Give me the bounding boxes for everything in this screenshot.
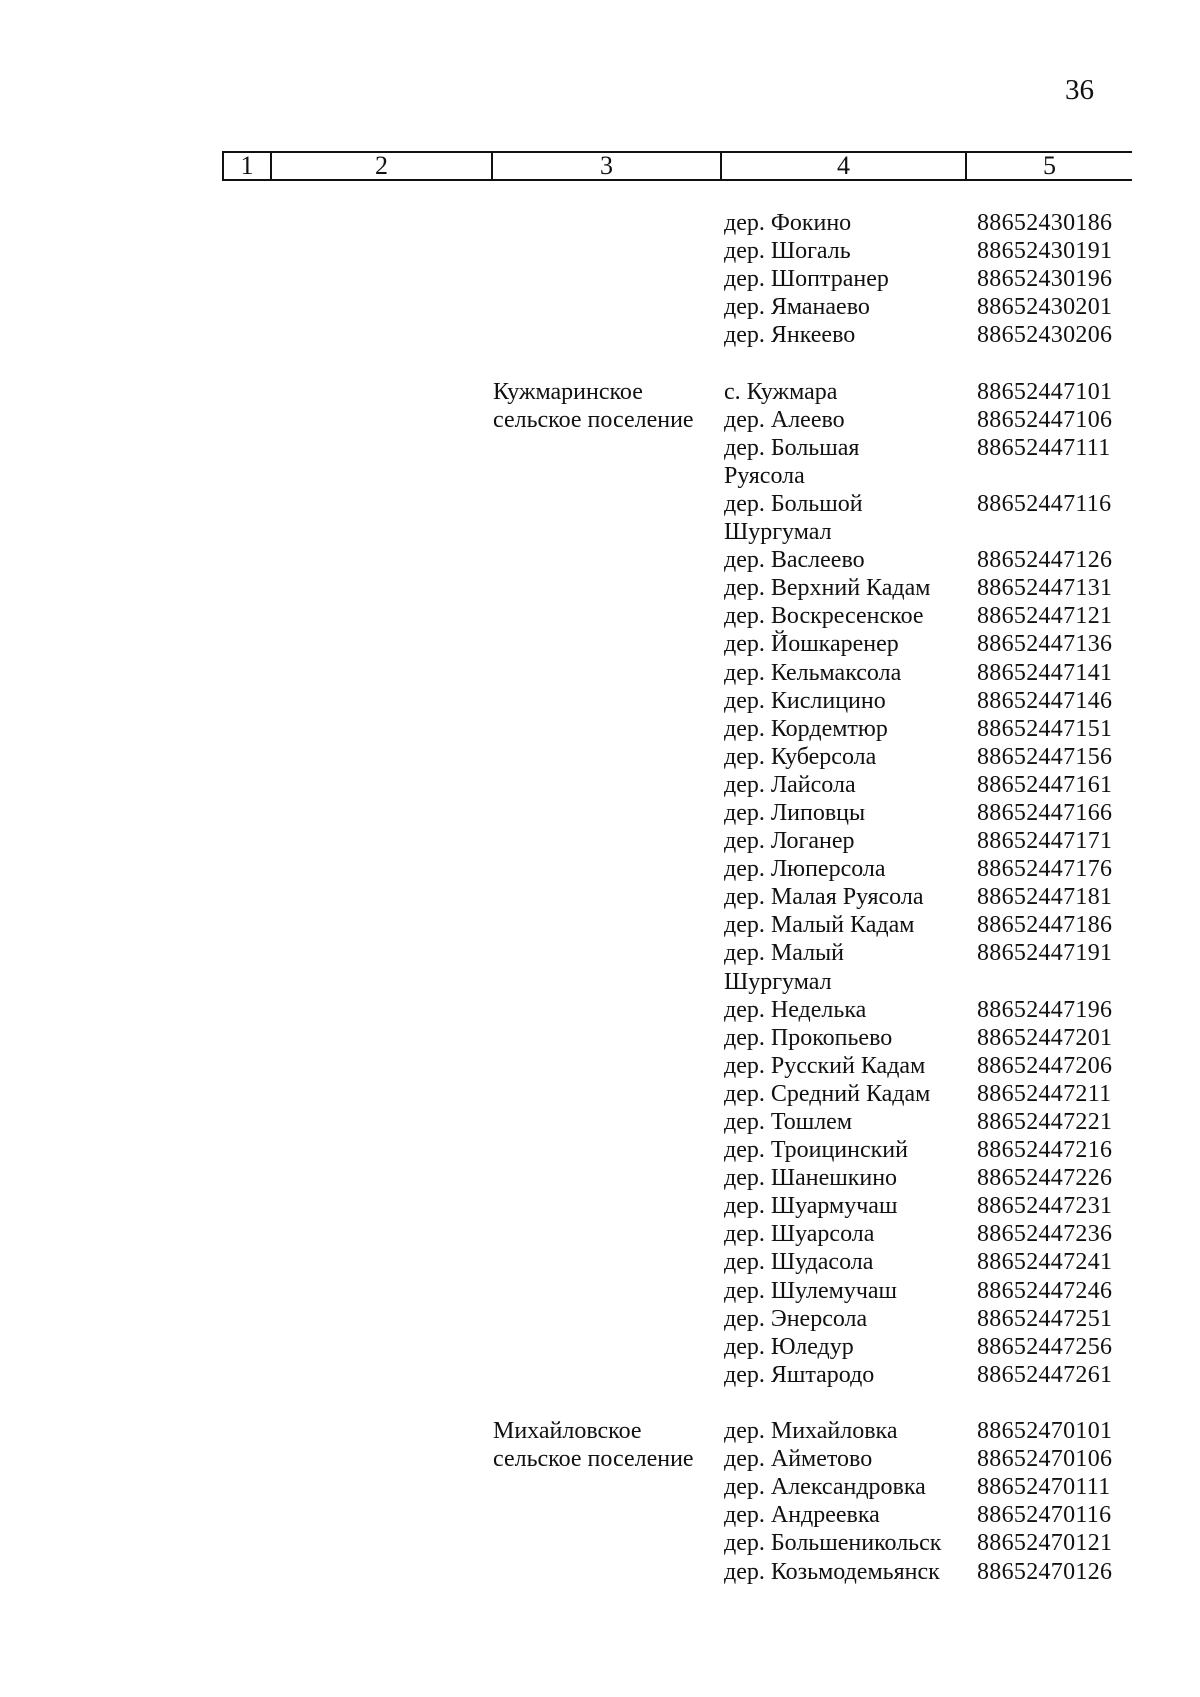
table-row [0, 799, 1200, 827]
table-row [0, 1389, 1200, 1417]
locality-cell: дер. Шоптранер [724, 266, 889, 293]
code-cell: 88652447226 [977, 1165, 1113, 1192]
locality-cell: дер. Липовцы [724, 799, 866, 826]
code-cell: 88652447231 [977, 1193, 1113, 1220]
locality-cell: дер. Яштародо [724, 1361, 875, 1388]
code-cell: 88652470126 [977, 1558, 1113, 1585]
code-cell: 88652447126 [977, 547, 1113, 574]
code-cell: 88652447136 [977, 631, 1113, 658]
table-row [0, 1164, 1200, 1192]
table-row [0, 883, 1200, 911]
table-row [0, 939, 1200, 967]
table-row [0, 1417, 1200, 1445]
table-row [0, 630, 1200, 658]
code-cell: 88652447241 [977, 1249, 1113, 1276]
table-row [0, 209, 1200, 237]
code-cell: 88652447106 [977, 406, 1113, 433]
code-cell: 88652447236 [977, 1221, 1113, 1248]
code-cell: 88652447121 [977, 603, 1113, 630]
locality-cell: дер. Куберсола [724, 743, 877, 770]
table-row [0, 1192, 1200, 1220]
column-header-2: 2 [270, 153, 491, 179]
locality-cell: Руясола [724, 462, 805, 489]
table-row [0, 1361, 1200, 1389]
code-cell: 88652447131 [977, 575, 1113, 602]
table-row [0, 996, 1200, 1024]
code-cell: 88652447116 [977, 490, 1112, 517]
table-row [0, 855, 1200, 883]
locality-cell: дер. Малая Руясола [724, 884, 924, 911]
table-row [0, 574, 1200, 602]
locality-cell: дер. Тошлем [724, 1109, 853, 1135]
settlement-cell: сельское поселение [493, 406, 694, 433]
table-row [0, 687, 1200, 715]
locality-cell: дер. Лайсола [724, 771, 856, 798]
table-row [0, 237, 1200, 265]
column-header-1: 1 [222, 153, 270, 179]
table-row [0, 827, 1200, 855]
locality-cell: дер. Большая [724, 434, 860, 461]
code-cell: 88652447156 [977, 743, 1113, 770]
locality-cell: дер. Троицинский [724, 1137, 908, 1164]
code-cell: 88652430201 [977, 294, 1113, 321]
code-cell: 88652447221 [977, 1109, 1113, 1135]
code-cell: 88652470116 [977, 1502, 1112, 1529]
locality-cell: с. Кужмара [724, 378, 838, 405]
locality-cell: дер. Шудасола [724, 1249, 874, 1276]
table-row [0, 1558, 1200, 1586]
table-body [0, 209, 1200, 1586]
code-cell: 88652447161 [977, 771, 1113, 798]
locality-cell: дер. Васлеево [724, 547, 865, 574]
code-cell: 88652447246 [977, 1277, 1113, 1304]
locality-cell: Шургумал [724, 968, 832, 995]
locality-cell: дер. Козьмодемьянск [724, 1558, 940, 1585]
code-cell: 88652470121 [977, 1530, 1113, 1557]
table-row [0, 602, 1200, 630]
locality-cell: дер. Прокопьево [724, 1024, 893, 1051]
table-row [0, 1024, 1200, 1052]
table-row [0, 715, 1200, 743]
table-row [0, 1108, 1200, 1136]
locality-cell: дер. Кислицино [724, 687, 886, 714]
table-row [0, 1220, 1200, 1248]
locality-cell: дер. Яманаево [724, 294, 870, 321]
table-row [0, 743, 1200, 771]
locality-cell: дер. Александровка [724, 1474, 926, 1501]
settlement-cell: Михайловское [493, 1418, 642, 1445]
code-cell: 88652447201 [977, 1024, 1113, 1051]
table-row [0, 349, 1200, 377]
code-cell: 88652447191 [977, 940, 1113, 967]
code-cell: 88652447176 [977, 856, 1113, 883]
locality-cell: дер. Михайловка [724, 1418, 898, 1445]
locality-cell: дер. Фокино [724, 210, 852, 236]
locality-cell: дер. Люперсола [724, 856, 886, 883]
column-header-4: 4 [720, 153, 965, 179]
code-cell: 88652447261 [977, 1361, 1113, 1388]
table-row [0, 659, 1200, 687]
code-cell: 88652470111 [977, 1474, 1111, 1501]
code-cell: 88652447146 [977, 687, 1113, 714]
code-cell: 88652430196 [977, 266, 1113, 293]
table-row [0, 1136, 1200, 1164]
locality-cell: дер. Большой [724, 490, 863, 517]
code-cell: 88652447111 [977, 434, 1111, 461]
locality-cell: дер. Верхний Кадам [724, 575, 931, 602]
settlement-cell: сельское поселение [493, 1446, 694, 1473]
page-number: 36 [1065, 74, 1094, 106]
locality-cell: дер. Шуарсола [724, 1221, 875, 1248]
locality-cell: дер. Воскресенское [724, 603, 924, 630]
settlement-cell: Кужмаринское [493, 378, 643, 405]
table-row [0, 1445, 1200, 1473]
code-cell: 88652447211 [977, 1080, 1112, 1107]
code-cell: 88652447151 [977, 715, 1113, 742]
table-row [0, 293, 1200, 321]
table-row [0, 1473, 1200, 1501]
locality-cell: дер. Шогаль [724, 238, 851, 265]
code-cell: 88652430186 [977, 210, 1113, 236]
code-cell: 88652447181 [977, 884, 1113, 911]
locality-cell: дер. Логанер [724, 828, 855, 855]
code-cell: 88652470101 [977, 1418, 1113, 1445]
table-row [0, 1277, 1200, 1305]
table-row [0, 434, 1200, 462]
table-row [0, 1305, 1200, 1333]
table-row [0, 968, 1200, 996]
locality-cell: дер. Шулемучаш [724, 1277, 898, 1304]
table-row [0, 1501, 1200, 1529]
table-row [0, 1248, 1200, 1276]
table-header [222, 151, 1132, 181]
code-cell: 88652447216 [977, 1137, 1113, 1164]
code-cell: 88652447256 [977, 1333, 1113, 1360]
table-row [0, 1529, 1200, 1557]
locality-cell: дер. Шуармучаш [724, 1193, 898, 1220]
table-row [0, 321, 1200, 349]
code-cell: 88652430191 [977, 238, 1113, 265]
locality-cell: дер. Малый Кадам [724, 912, 915, 939]
column-header-5: 5 [965, 153, 1132, 179]
table-row [0, 378, 1200, 406]
code-cell: 88652447186 [977, 912, 1113, 939]
locality-cell: дер. Энерсола [724, 1305, 868, 1332]
table-row [0, 911, 1200, 939]
locality-cell: дер. Андреевка [724, 1502, 880, 1529]
locality-cell: дер. Кельмаксола [724, 659, 902, 686]
table-row [0, 265, 1200, 293]
locality-cell: дер. Айметово [724, 1446, 873, 1473]
code-cell: 88652447206 [977, 1052, 1113, 1079]
locality-cell: дер. Янкеево [724, 322, 856, 349]
table-row [0, 462, 1200, 490]
locality-cell: дер. Малый [724, 940, 845, 967]
table-row [0, 518, 1200, 546]
column-header-3: 3 [491, 153, 720, 179]
table-row [0, 771, 1200, 799]
code-cell: 88652470106 [977, 1446, 1113, 1473]
code-cell: 88652447101 [977, 378, 1113, 405]
locality-cell: дер. Средний Кадам [724, 1080, 931, 1107]
locality-cell: дер. Йошкаренер [724, 631, 899, 658]
locality-cell: дер. Большеникольск [724, 1530, 942, 1557]
locality-cell: дер. Юледур [724, 1333, 854, 1360]
locality-cell: дер. Шанешкино [724, 1165, 898, 1192]
locality-cell: дер. Алеево [724, 406, 845, 433]
code-cell: 88652447141 [977, 659, 1113, 686]
table-row [0, 1052, 1200, 1080]
locality-cell: дер. Русский Кадам [724, 1052, 926, 1079]
table-row [0, 490, 1200, 518]
code-cell: 88652430206 [977, 322, 1113, 349]
locality-cell: дер. Неделька [724, 996, 867, 1023]
code-cell: 88652447251 [977, 1305, 1113, 1332]
code-cell: 88652447171 [977, 828, 1113, 855]
locality-cell: дер. Кордемтюр [724, 715, 888, 742]
table-row [0, 1080, 1200, 1108]
locality-cell: Шургумал [724, 519, 832, 546]
table-row [0, 546, 1200, 574]
code-cell: 88652447166 [977, 799, 1113, 826]
code-cell: 88652447196 [977, 996, 1113, 1023]
table-row [0, 406, 1200, 434]
table-row [0, 1333, 1200, 1361]
